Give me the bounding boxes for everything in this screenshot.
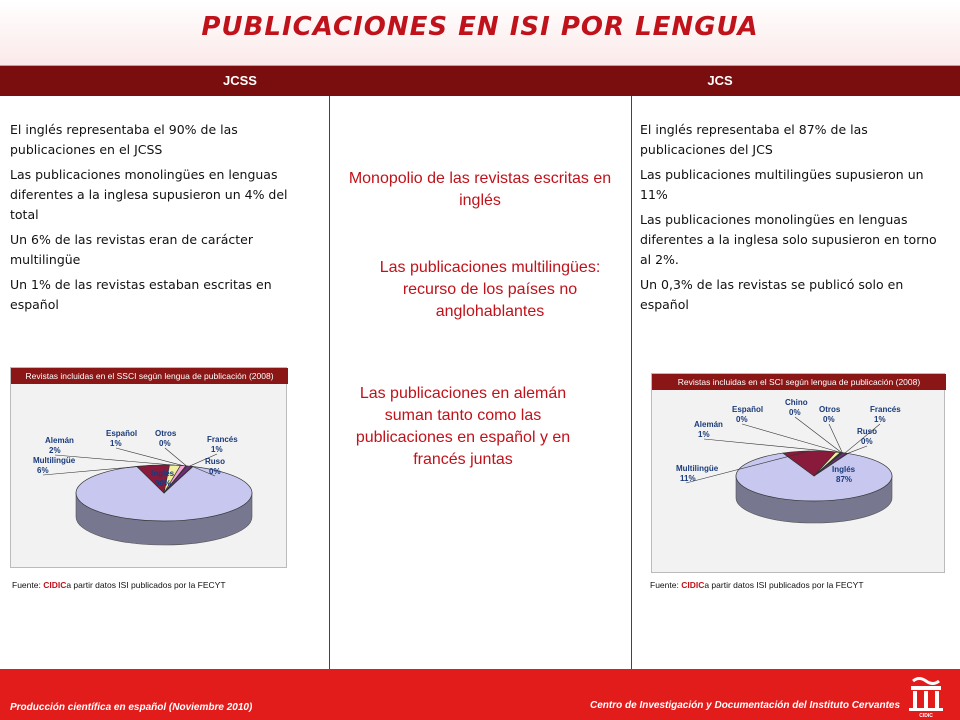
- jcs-point: El inglés representaba el 87% de las publicaciones del JCS: [640, 122, 868, 157]
- pie-label-alemán: Alemán: [694, 420, 723, 429]
- leader-line: [795, 417, 842, 453]
- pie-value-español: 0%: [736, 415, 748, 424]
- pie-label-francés: Francés: [870, 405, 901, 414]
- leader-line: [165, 448, 186, 466]
- jcs-point: Las publicaciones monolingües en lenguas diferentes a la inglesa solo supusieron en torno al 2%.: [640, 212, 937, 267]
- footer-left-text: Producción científica en español (Noviembre 2010): [10, 702, 253, 713]
- pie-value-español: 1%: [110, 439, 122, 448]
- footer-right-text: Centro de Investigación y Documentación del Instituto Cervantes: [590, 700, 901, 711]
- jcss-point: El inglés representaba el 90% de las publicaciones en el JCSS: [10, 122, 238, 157]
- pie-value-alemán: 2%: [49, 446, 61, 455]
- source-note-left: [12, 580, 226, 590]
- leader-line: [704, 439, 838, 452]
- pie-value-ruso: 0%: [209, 467, 221, 476]
- source-note-right: [650, 580, 864, 590]
- source-suffix: a partir datos ISI publicados por la FECYT: [704, 580, 864, 590]
- page-title: PUBLICACIONES EN ISI POR LENGUA: [201, 12, 759, 42]
- column-header-jcss: [0, 66, 480, 96]
- chart-title-jcs: Revistas incluidas en el SCI según lengua de publicación (2008): [652, 374, 946, 390]
- pie-svg-jcss: [11, 368, 288, 569]
- pie-value-multilingüe: 6%: [37, 466, 49, 475]
- chart-title-jcss: Revistas incluidas en el SSCI según lengua de publicación (2008): [11, 368, 288, 384]
- instituto-cervantes-logo: [903, 672, 949, 718]
- source-prefix: Fuente:: [650, 580, 682, 590]
- pie-value-francés: 1%: [874, 415, 886, 424]
- footer: [0, 669, 960, 720]
- pie-value-inglés: 90%: [155, 479, 172, 488]
- pie-label-español: Español: [732, 405, 764, 414]
- column-label-jcs: JCS: [707, 73, 733, 88]
- divider-left: [329, 96, 330, 669]
- pie-label-inglés: Inglés: [832, 465, 856, 474]
- pie-label-otros: Otros: [155, 429, 177, 438]
- pie-label-otros: Otros: [819, 405, 841, 414]
- pie-label-multilingüe: Multilingüe: [33, 456, 76, 465]
- pie-value-otros: 0%: [159, 439, 171, 448]
- pie-label-ruso: Ruso: [205, 457, 225, 466]
- pie-chart-jcs: [651, 373, 945, 573]
- pie-value-francés: 1%: [211, 445, 223, 454]
- pie-chart-jcss: [10, 367, 287, 568]
- jcs-point: Las publicaciones multilingües supusieron un 11%: [640, 167, 924, 202]
- pie-value-ruso: 0%: [861, 437, 873, 446]
- pie-value-chino: 0%: [789, 408, 801, 417]
- pie-value-alemán: 1%: [698, 430, 710, 439]
- pie-label-alemán: Alemán: [45, 436, 74, 445]
- pie-label-chino: Chino: [785, 398, 808, 407]
- leader-line: [848, 446, 867, 453]
- note-monopolio: Monopolio de las revistas escritas en inglés: [348, 170, 612, 209]
- pie-label-español: Español: [106, 429, 138, 438]
- source-prefix: Fuente:: [12, 580, 44, 590]
- title-bar: [0, 0, 960, 66]
- column-header-jcs: [480, 66, 960, 96]
- source-org: CIDIC: [43, 580, 67, 590]
- column-label-jcss: JCSS: [223, 73, 257, 88]
- pie-label-inglés: Inglés: [151, 469, 175, 478]
- leader-line: [742, 424, 841, 453]
- jcss-point: Un 6% de las revistas eran de carácter multilingüe: [10, 232, 253, 267]
- svg-text:CIDIC: CIDIC: [919, 713, 933, 718]
- note-multilingues: Las publicaciones multilingües: recurso de los países no anglohablantes: [379, 259, 601, 320]
- source-org: CIDIC: [681, 580, 705, 590]
- pie-label-ruso: Ruso: [857, 427, 877, 436]
- pie-label-multilingüe: Multilingüe: [676, 464, 719, 473]
- pie-value-multilingüe: 11%: [680, 474, 696, 483]
- jcs-summary: [640, 120, 940, 320]
- pie-svg-jcs: [652, 374, 946, 574]
- pie-value-inglés: 87%: [836, 475, 853, 484]
- pie-label-francés: Francés: [207, 435, 238, 444]
- source-suffix: a partir datos ISI publicados por la FECYT: [66, 580, 226, 590]
- jcss-point: Las publicaciones monolingües en lenguas diferentes a la inglesa supusieron un 4% del total: [10, 167, 288, 222]
- jcss-point: Un 1% de las revistas estaban escritas en español: [10, 277, 272, 312]
- divider-right: [631, 96, 632, 669]
- note-aleman: Las publicaciones en alemán suman tanto como las publicaciones en español y en francés juntas: [355, 385, 571, 468]
- pie-value-otros: 0%: [823, 415, 835, 424]
- jcss-summary: [10, 120, 300, 320]
- jcs-point: Un 0,3% de las revistas se publicó solo en español: [640, 277, 904, 312]
